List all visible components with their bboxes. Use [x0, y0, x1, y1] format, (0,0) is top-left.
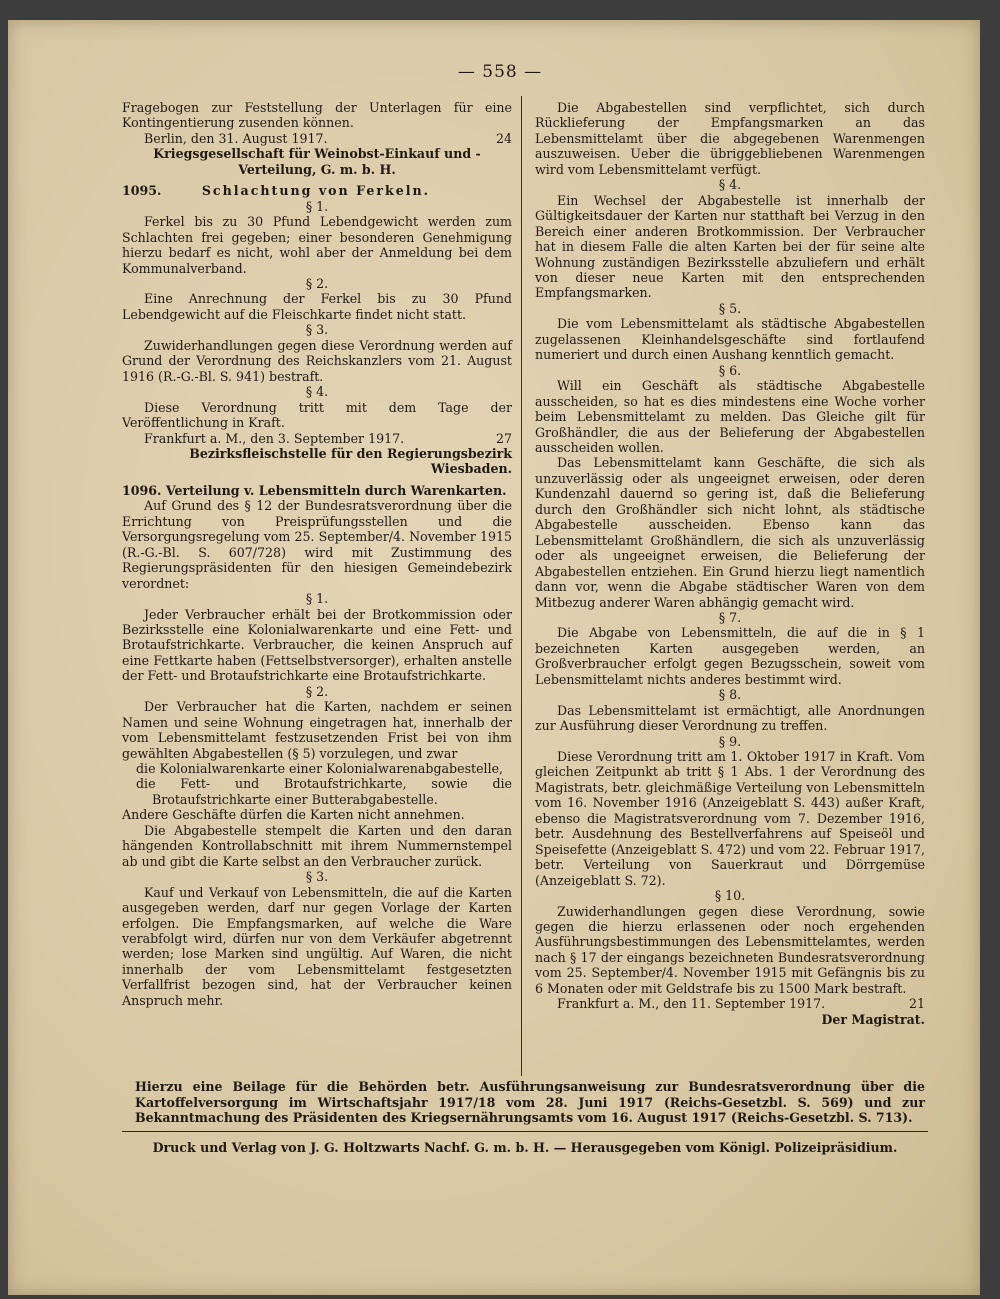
paragraph-heading: § 6. — [718, 362, 742, 378]
paragraph-heading: § 4. — [718, 177, 742, 193]
paragraph-heading: § 5. — [718, 300, 742, 316]
supplement-note: Hierzu eine Beilage für die Behörden betr. Ausführungsanweisung zur Bundesratsverordnung über die Kartoffelversorgung im Wirtschaftsjahr 1917/18 vom 28. Juni 1917 (Reichs-Gesetzbl. S. 569) und zur Bekanntmachung des Präsidenten des Kriegsernährungsamts vom 16. August 1917 (Reichs-Gesetzbl. S. 713). — [135, 1079, 925, 1125]
paragraph-text: Das Lebensmittelamt kann Geschäfte, die sich als unzuverlässig oder als ungeeignet erweisen, oder deren Kundenzahl dauernd so gering ist, daß die Belieferung durch den Großhändler sich nicht lohnt, als städtische Abgabestelle ausscheiden. Ebenso kann das Lebensmittelamt Großhändlern, die sich als unzuverlässig oder als ungeeignet erweisen, die Belieferung der Abgabestellen entziehen. Ein Grund hierzu liegt namentlich dann vor, wenn die Abgabe städtischer Waren von dem Mitbezug anderer Waren abhängig gemacht wird. — [535, 455, 925, 610]
list-item: die Fett- und Brotaufstrichkarte, sowie die Brotaufstrichkarte einer Butterabgabestelle. — [136, 776, 512, 807]
paragraph-heading: § 10. — [714, 888, 746, 904]
signature-number: 27 — [495, 430, 512, 446]
paragraph-text: Ferkel bis zu 30 Pfund Lebendgewicht werden zum Schlachten frei gegeben; einer besonderen Genehmigung hierzu bedarf es nicht, wohl aber der Anmeldung bei dem Kommunalverband. — [122, 214, 512, 276]
paragraph-text: Will ein Geschäft als städtische Abgabestelle ausscheiden, so hat es dies mindestens eine Woche vorher beim Lebensmittelamt zu melden. Das Gleiche gilt für Großhändler, die aus der Belieferung der Abgabestellen ausscheiden wollen. — [535, 378, 925, 455]
paragraph-text: Eine Anrechnung der Ferkel bis zu 30 Pfund Lebendgewicht auf die Fleischkarte findet nicht statt. — [122, 291, 512, 322]
paragraph-heading: § 2. — [305, 683, 329, 699]
section-intro: Auf Grund des § 12 der Bundesratsverordnung über die Errichtung von Preisprüfungsstellen und die Versorgungsregelung vom 25. September/4. November 1915 (R.-G.-Bl. S. 607/728) wird mit Zustimmung des Regierungspräsidenten für den hiesigen Gemeindebezirk verordnet: — [122, 498, 512, 591]
column-divider — [521, 96, 522, 1076]
section-1096-heading — [122, 483, 512, 498]
signature-place: Frankfurt a. M., den 3. September 1917. — [144, 430, 405, 446]
paragraph-heading: § 4. — [305, 384, 329, 400]
paragraph-text: Zuwiderhandlungen gegen diese Verordnung werden auf Grund der Verordnung des Reichskanzlers vom 21. August 1916 (R.-G.-Bl. S. 941) bestraft. — [122, 337, 512, 384]
list-item: die Kolonialwarenkarte einer Kolonialwarenabgabestelle, — [136, 761, 504, 777]
paragraph-heading: § 2. — [305, 275, 329, 291]
paragraph-text: Ein Wechsel der Abgabestelle ist innerhalb der Gültigkeitsdauer der Karten nur statthaft bei Verzug in den Bereich einer anderen Brotkommission. Der Verbraucher hat in diesem Falle die alten Karten bei der für seine alte Wohnung zuständigen Bezirksstelle abzuliefern und erhält von dieser neue Karten mit den entsprechenden Empfangsmarken. — [535, 192, 925, 301]
paragraph-text: Diese Verordnung tritt am 1. Oktober 1917 in Kraft. Vom gleichen Zeitpunkt ab tritt § 1 Abs. 1 der Verordnung des Magistrats, betr. gleichmäßige Verteilung von Lebensmitteln vom 16. November 1916 (Anzeigeblatt S. 443) außer Kraft, ebenso die Magistratsverordnung vom 7. Dezember 1916, betr. Ausdehnung des Bestellverfahrens auf Speiseöl und Speisefette (Anzeigeblatt S. 472) und vom 22. Februar 1917, betr. Verteilung von Sauerkraut und Dörrgemüse (Anzeigeblatt S. 72). — [535, 749, 925, 888]
paragraph-text: Kauf und Verkauf von Lebensmitteln, die auf die Karten ausgegeben werden, darf nur gegen Vorlage der Karten erfolgen. Die Empfangsmarken, auf welche die Ware verabfolgt wird, dürfen nur von dem Verkäufer abgetrennt werden; lose Marken sind ungültig. Auf Waren, die nicht innerhalb der vom Lebensmittelamt festgesetzten Verfallfrist bezogen sind, hat der Verbraucher keinen Anspruch mehr. — [122, 884, 512, 1008]
right-column — [535, 100, 925, 1027]
footer-rule — [122, 1131, 928, 1132]
signature-number: 24 — [495, 130, 512, 146]
paragraph-text: Das Lebensmittelamt ist ermächtigt, alle Anordnungen zur Ausführung dieser Verordnung zu treffen. — [535, 702, 925, 734]
paragraph-heading: § 7. — [718, 609, 742, 625]
signature-block-1 — [122, 131, 512, 146]
paragraph-text: Diese Verordnung tritt mit dem Tage der Veröffentlichung in Kraft. — [122, 399, 512, 431]
paragraph-text: Der Verbraucher hat die Karten, nachdem er seinen Namen und seine Wohnung eingetragen hat, innerhalb der vom Lebensmittelamt festzusetzenden Frist bei von ihm gewählten Abgabestellen (§ 5) vorzulegen, und zwar — [122, 699, 512, 761]
paragraph-text: Andere Geschäfte dürfen die Karten nicht annehmen. — [122, 807, 465, 823]
signature-org: Der Magistrat. — [821, 1011, 925, 1027]
section-1095-heading — [122, 183, 512, 198]
paragraph-text: Zuwiderhandlungen gegen diese Verordnung, sowie gegen die hierzu erlassenen oder noch ergehenden Ausführungsbestimmungen des Lebensmittelamtes, werden nach § 17 der eingangs bezeichneten Bundesratsverordnung vom 25. September/4. November 1915 mit Gefängnis bis zu 6 Monaten oder mit Geldstrafe bis zu 1500 Mark bestraft. — [535, 903, 925, 996]
paragraph-text: Die Abgabestellen sind verpflichtet, sich durch Rücklieferung der Empfangsmarken an das Lebensmittelamt über die abgegebenen Warenmengen auszuweisen. Ueber die übriggebliebenen Warenmengen wird vom Lebensmittelamt verfügt. — [535, 100, 925, 177]
section-number: 1096. — [122, 482, 162, 498]
signature-place: Berlin, den 31. August 1917. — [144, 130, 328, 146]
intro-text: Fragebogen zur Feststellung der Unterlagen für eine Kontingentierung zusenden können. — [122, 100, 512, 131]
left-column — [122, 100, 512, 1008]
section-number: 1095. — [122, 183, 162, 199]
paragraph-heading: § 1. — [305, 198, 329, 214]
section-title: Schlachtung von Ferkeln. — [201, 183, 431, 199]
signature-place: Frankfurt a. M., den 11. September 1917. — [557, 996, 826, 1012]
signature-number: 21 — [908, 996, 925, 1012]
paragraph-heading: § 3. — [305, 869, 329, 885]
signature-org: Bezirksfleischstelle für den Regierungsbezirk Wiesbaden. — [189, 445, 512, 477]
paragraph-text: Die Abgabe von Lebensmitteln, die auf die in § 1 bezeichneten Karten ausgegeben werden, an Großverbraucher erfolgt gegen Bezugsschein, soweit vom Lebensmittelamt nichts anderes bestimmt wird. — [535, 625, 925, 687]
paragraph-heading: § 9. — [718, 733, 742, 749]
paragraph-text: Jeder Verbraucher erhält bei der Brotkommission oder Bezirksstelle eine Kolonialwarenkarte und eine Fett- und Brotaufstrichkarte. Verbraucher, die keinen Anspruch auf eine Fettkarte haben (Fettselbstversorger), erhalten anstelle der Fett- und Brotaufstrichkarte eine Brotaufstrichkarte. — [122, 606, 512, 684]
signature-block-3 — [535, 996, 925, 1011]
paragraph-heading: § 1. — [305, 591, 329, 607]
paragraph-heading: § 3. — [305, 322, 329, 338]
signature-block-2 — [122, 431, 512, 446]
paragraph-text: Die vom Lebensmittelamt als städtische Abgabestellen zugelassenen Kleinhandelsgeschäfte sind fortlaufend numeriert und durch einen Aushang kenntlich gemacht. — [535, 316, 925, 363]
section-title: Verteilung v. Lebensmitteln durch Warenkarten. — [165, 482, 507, 498]
paragraph-heading: § 8. — [718, 687, 742, 703]
page-number: — 558 — — [457, 62, 543, 82]
imprint-line: Druck und Verlag von J. G. Holtzwarts Nachf. G. m. b. H. — Herausgegeben vom Königl. Polizeipräsidium. — [152, 1140, 898, 1155]
signature-org: Kriegsgesellschaft für Weinobst-Einkauf und -Verteilung, G. m. b. H. — [153, 146, 481, 177]
paragraph-text: Die Abgabestelle stempelt die Karten und den daran hängenden Kontrollabschnitt mit ihrem Nummernstempel ab und gibt die Karte selbst an den Verbraucher zurück. — [122, 822, 512, 869]
